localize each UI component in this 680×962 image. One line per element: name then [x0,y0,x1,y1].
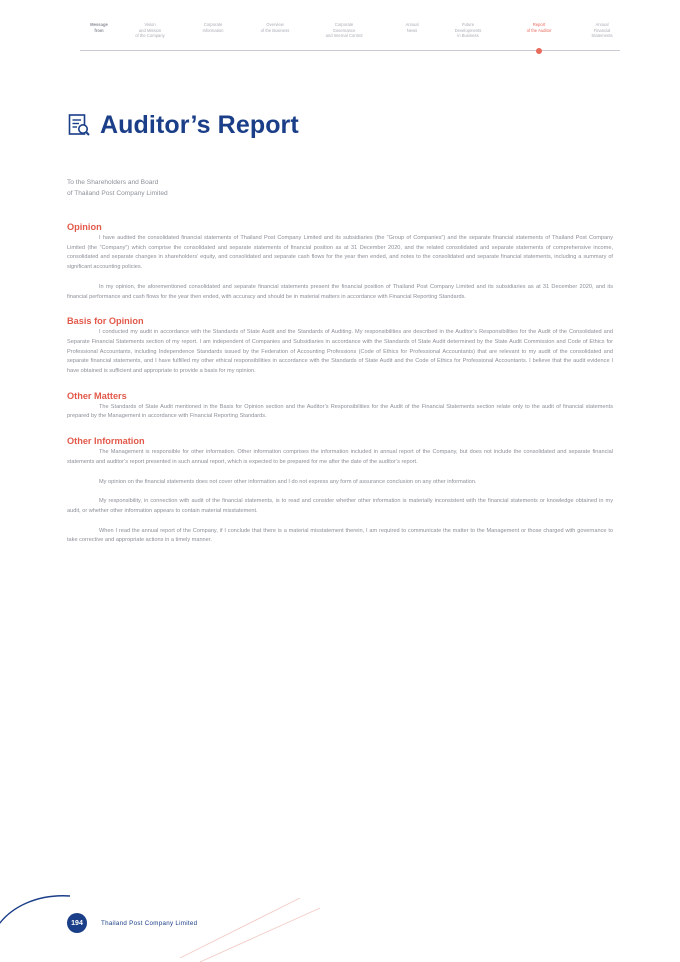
section-opinion [67,221,613,302]
top-navigation [80,22,620,52]
nav-item-corporate-information[interactable]: Corporate Information [202,22,224,33]
section-other-information [67,435,613,546]
section-heading: Other Matters [67,390,127,401]
report-body [67,221,613,546]
nav-item-governance[interactable]: Corporate Governance and Internal Control [325,22,363,38]
addressee-line: of Thailand Post Company Limited [67,189,168,197]
page-heading [67,108,299,142]
body-paragraph: I have audited the consolidated financial statements of Thailand Post Company Limited and its subsidiaries (the “Group of Companies”) and the separate financial statements of Thailand Post Company Limited (the “Company”) which comprise the consolidated and separate statements of financial position as at 31 December 2020, and the related consolidated and separate statements of comprehensive income, consolidated and separate changes in shareholders’ equity, and consolidated and separate cash flows for the year then ended, and notes to the consolidated and separate financial statements, including a summary of significant accounting policies. [67,235,613,271]
nav-item-future-developments[interactable]: Future Developments in Business [454,22,482,38]
nav-item-vision[interactable]: Vision and Mission of the Company [135,22,165,38]
body-paragraph: I conducted my audit in accordance with the Standards of State Audit and the Standards of Auditing. My responsibilities are described in the Auditor’s Responsibilities for the Audit of the Consolidated and Separate Financial Statements section of my report. I am independent of Companies and Subsidiaries in accordance with the Standards of State Audit determined by the State Audit Commission and Code of Ethics for Professional Accountants, including Independence Standards issued by the Federation of Accounting Professions (Code of Ethics for Professional Accountants) that are relevant to my audit of the consolidated and separate financial statements, and I have fulfilled my other ethical responsibilities in accordance with the Standards of State Audit and the Code of Ethics for Professional Accountants. I believe that the audit evidence I have obtained is sufficient and appropriate to provide a basis for my opinion. [67,329,613,375]
nav-item-business-overview[interactable]: Overview of the Business [260,22,290,33]
page-footer [67,913,197,933]
report-document-icon [67,113,91,137]
body-paragraph: In my opinion, the aforementioned consolidated and separate financial statements present the financial position of Thailand Post Company Limited and its subsidiaries as at 31 December 2020, and its financial performance and cash flows for the year then ended, with accuracy and should be in material matters in accordance with Financial Reporting Standards. [67,283,613,300]
page-number-badge: 194 [67,913,87,933]
body-paragraph: The Management is responsible for other information. Other information comprises the information included in annual report of the Company, but does not include the consolidated and separate financial statements and auditor’s report presented in such annual report, which is expected to be prepared for me after the date of the auditor’s report. [67,449,613,465]
active-nav-marker [536,48,542,54]
nav-item-message[interactable]: Message from [90,22,108,33]
body-paragraph: The Standards of State Audit mentioned in the Basis for Opinion section and the Auditor’s Responsibilities for the Audit of the Financial Statements section relate only to the audit of financial statements prepared by the Management in accordance with Financial Reporting Standards. [67,403,613,420]
section-heading: Opinion [67,222,102,232]
body-paragraph: When I read the annual report of the Company, if I conclude that there is a material misstatement therein, I am required to communicate the matter to the Management or those charged with governance to take corrective and appropriate actions in a timely manner. [67,527,613,544]
body-paragraph: My opinion on the financial statements does not cover other information and I do not express any form of assurance conclusion on any other information. [99,478,477,485]
nav-item-financial-statements[interactable]: Annual Financial Statements [591,22,613,38]
page-title: Auditor’s Report [100,110,299,139]
section-other-matters [67,390,613,422]
addressee [67,178,168,199]
nav-item-annual-news[interactable]: Annual News [405,22,419,33]
section-heading: Basis for Opinion [67,316,144,327]
section-heading: Other Information [67,436,145,447]
nav-item-auditor-report[interactable]: Report of the Auditor [526,22,552,33]
addressee-line: To the Shareholders and Board [67,179,159,186]
section-basis-for-opinion [67,315,613,377]
decorative-curve [0,860,330,962]
body-paragraph: My responsibility, in connection with audit of the financial statements, is to read and consider whether other information is materially inconsistent with the financial statements or knowledge obtained in my audit, or whether other information appears to contain material misstatement. [67,498,613,514]
footer-company-name: Thailand Post Company Limited [101,919,198,927]
